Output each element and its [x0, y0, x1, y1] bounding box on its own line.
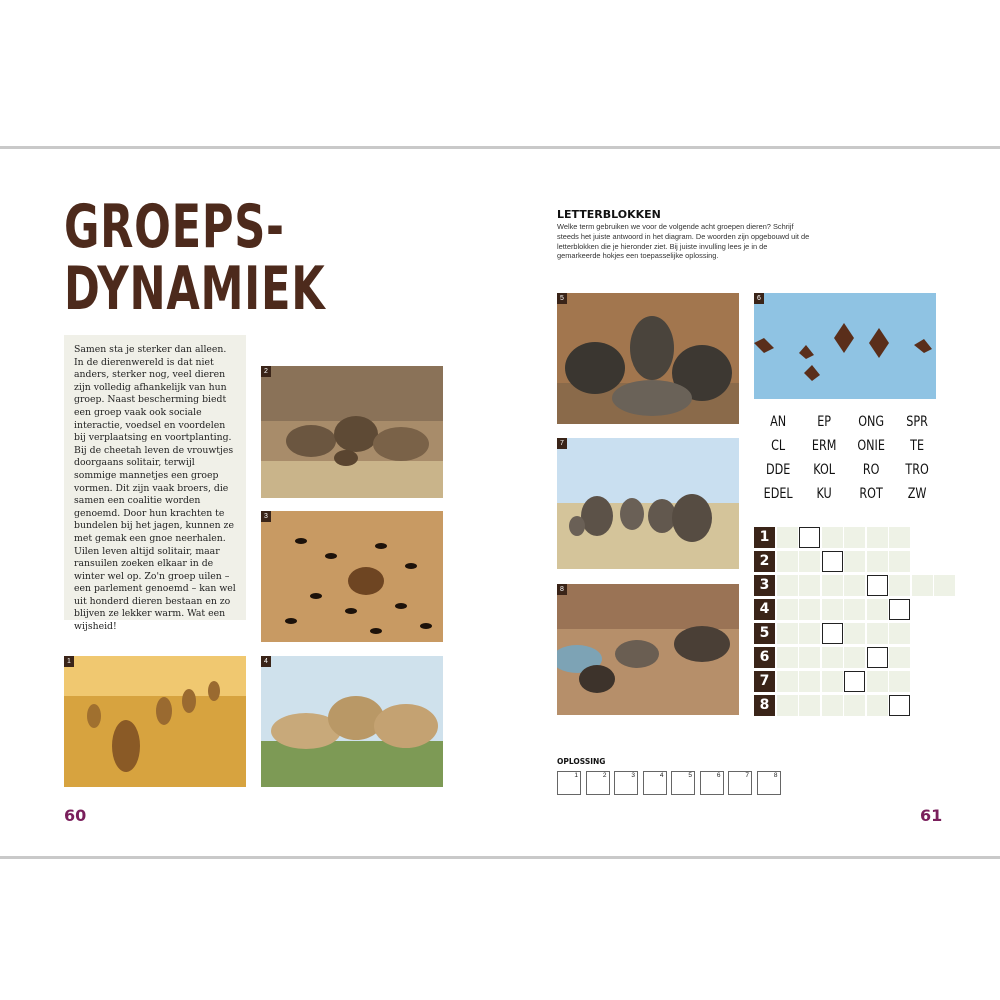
title-line-1: GROEPS-: [64, 192, 285, 262]
letter-block: ZW: [907, 486, 927, 502]
photo-wild-dogs: [557, 293, 739, 424]
bottom-page-rule: [0, 856, 1000, 859]
grid-cell[interactable]: [912, 575, 933, 596]
page-title: [64, 192, 326, 324]
grid-cell[interactable]: [867, 599, 888, 620]
letter-block: TRO: [905, 462, 929, 478]
photo-elephants: [557, 438, 739, 569]
solution-box-number: 4: [659, 772, 664, 779]
grid-cell[interactable]: [844, 575, 865, 596]
solution-box-number: 2: [602, 772, 607, 779]
puzzle-instructions: Welke term gebruiken we voor de volgende acht groepen dieren? Schrijf steeds het juiste antwoord in het diagram. De woorden zijn opgebouwd uit de letterblokken die je hieronder ziet. Bij juiste invulling lees je in de gemarkeerde hokjes een toepasselijke oplossing.: [557, 222, 810, 261]
grid-cell[interactable]: [867, 623, 888, 644]
grid-row-number: 1: [754, 527, 775, 548]
grid-cell[interactable]: [867, 671, 888, 692]
photo-label: 7: [557, 438, 567, 449]
solution-box-number: 7: [745, 772, 749, 779]
solution-box-number: 1: [574, 772, 578, 779]
photo-hyenas: [261, 366, 443, 498]
photo-leopards: [261, 656, 443, 787]
photo-label: 1: [64, 656, 74, 667]
grid-cell[interactable]: [777, 695, 798, 716]
letter-block: RO: [862, 462, 879, 478]
grid-cell[interactable]: [799, 695, 820, 716]
grid-cell[interactable]: [799, 647, 820, 668]
solution-box[interactable]: [614, 771, 638, 795]
grid-cell[interactable]: [799, 575, 820, 596]
photo-label: 5: [557, 293, 567, 304]
intro-text: Samen sta je sterker dan alleen. In de dierenwereld is dat niet anders, sterker nog, veel dieren zijn volledig afhankelijk van hun groep. Naast bescherming biedt een groep vaak ook sociale interactie, voedsel en voordelen bij verplaatsing en voortplanting. Bij de cheetah leven de vrouwtjes doorgaans solitair, terwijl sommige mannetjes een groep vormen. Dit zijn vaak broers, die samen een coalitie worden genoemd. Door hun krachten te bundelen bij het jagen, kunnen ze met gemak een gnoe neerhalen. Uilen leven altijd solitair, maar ransuilen zoeken elkaar in de winter wel op. Zo'n groep uilen – een parlement genoemd – kan wel uit honderd dieren bestaan en zo blijven ze lekker warm. Wat een wijsheid!: [74, 344, 236, 633]
grid-cell[interactable]: [844, 647, 865, 668]
grid-row-number: 6: [754, 647, 775, 668]
solution-box[interactable]: [700, 771, 724, 795]
solution-box[interactable]: [757, 771, 781, 795]
letter-block: CL: [771, 438, 786, 454]
solution-box[interactable]: [586, 771, 610, 795]
grid-cell[interactable]: [822, 599, 843, 620]
grid-cell-marked[interactable]: [867, 575, 888, 596]
photo-lions: [64, 656, 246, 787]
grid-cell[interactable]: [844, 623, 865, 644]
solution-box-number: 8: [773, 772, 778, 779]
grid-cell[interactable]: [777, 671, 798, 692]
letter-block: ERM: [812, 438, 837, 454]
letter-block: SPR: [906, 414, 928, 430]
grid-cell[interactable]: [777, 575, 798, 596]
grid-cell[interactable]: [822, 671, 843, 692]
grid-cell[interactable]: [822, 647, 843, 668]
grid-cell[interactable]: [889, 623, 910, 644]
grid-cell[interactable]: [777, 551, 798, 572]
photo-bats: [754, 293, 936, 399]
grid-cell[interactable]: [777, 623, 798, 644]
grid-cell-marked[interactable]: [889, 599, 910, 620]
letter-block: ROT: [858, 486, 883, 502]
title-line-2: DYNAMIEK: [64, 254, 326, 324]
grid-cell-marked[interactable]: [867, 647, 888, 668]
solution-box[interactable]: [728, 771, 752, 795]
grid-cell[interactable]: [889, 647, 910, 668]
grid-cell-marked[interactable]: [889, 695, 910, 716]
grid-cell[interactable]: [777, 599, 798, 620]
grid-cell[interactable]: [799, 599, 820, 620]
grid-cell[interactable]: [844, 599, 865, 620]
grid-row-number: 8: [754, 695, 775, 716]
puzzle-title: LETTERBLOKKEN: [557, 208, 661, 221]
photo-label: 2: [261, 366, 271, 377]
grid-cell[interactable]: [799, 623, 820, 644]
solution-box[interactable]: [557, 771, 581, 795]
photo-label: 3: [261, 511, 271, 522]
letter-block: KU: [816, 486, 832, 502]
solution-box-number: 3: [631, 772, 635, 779]
grid-cell[interactable]: [822, 695, 843, 716]
grid-cell[interactable]: [844, 551, 865, 572]
grid-cell[interactable]: [822, 575, 843, 596]
grid-row-number: 2: [754, 551, 775, 572]
solution-box-number: 5: [688, 772, 692, 779]
grid-row-number: 7: [754, 671, 775, 692]
top-page-rule: [0, 146, 1000, 149]
letter-blocks: [755, 413, 940, 503]
page-number-right: 61: [920, 806, 943, 825]
grid-cell[interactable]: [867, 527, 888, 548]
photo-label: 6: [754, 293, 764, 304]
grid-cell[interactable]: [799, 551, 820, 572]
grid-cell[interactable]: [889, 527, 910, 548]
grid-cell[interactable]: [889, 671, 910, 692]
grid-cell-marked[interactable]: [844, 671, 865, 692]
grid-cell[interactable]: [889, 575, 910, 596]
grid-cell[interactable]: [844, 527, 865, 548]
intro-text-box: [64, 335, 246, 633]
grid-row-number: 5: [754, 623, 775, 644]
photo-label: 4: [261, 656, 271, 667]
photo-ants: [261, 511, 443, 642]
grid-cell[interactable]: [799, 671, 820, 692]
solution-box-number: 6: [716, 772, 721, 779]
letter-block: TE: [909, 438, 924, 454]
solution-label: OPLOSSING: [557, 757, 606, 766]
grid-cell[interactable]: [934, 575, 955, 596]
solution-box[interactable]: [643, 771, 667, 795]
letter-block: AN: [770, 414, 787, 430]
solution-box[interactable]: [671, 771, 695, 795]
photo-label: 8: [557, 584, 567, 595]
letter-block: KOL: [813, 462, 836, 478]
grid-cell[interactable]: [777, 527, 798, 548]
grid-row-number: 3: [754, 575, 775, 596]
letter-block: EDEL: [763, 486, 793, 502]
photo-warthogs: [557, 584, 739, 715]
grid-cell[interactable]: [822, 527, 843, 548]
grid-cell-marked[interactable]: [799, 527, 820, 548]
grid-cell[interactable]: [777, 647, 798, 668]
letter-block: EP: [817, 414, 832, 430]
grid-cell-marked[interactable]: [822, 623, 843, 644]
letter-block: DDE: [765, 462, 791, 478]
letter-block: ONIE: [856, 438, 885, 454]
grid-cell[interactable]: [867, 695, 888, 716]
page-number-left: 60: [64, 806, 87, 825]
letter-block: ONG: [857, 414, 884, 430]
grid-cell-marked[interactable]: [822, 551, 843, 572]
grid-cell[interactable]: [867, 551, 888, 572]
grid-cell[interactable]: [844, 695, 865, 716]
grid-row-number: 4: [754, 599, 775, 620]
grid-cell[interactable]: [889, 551, 910, 572]
